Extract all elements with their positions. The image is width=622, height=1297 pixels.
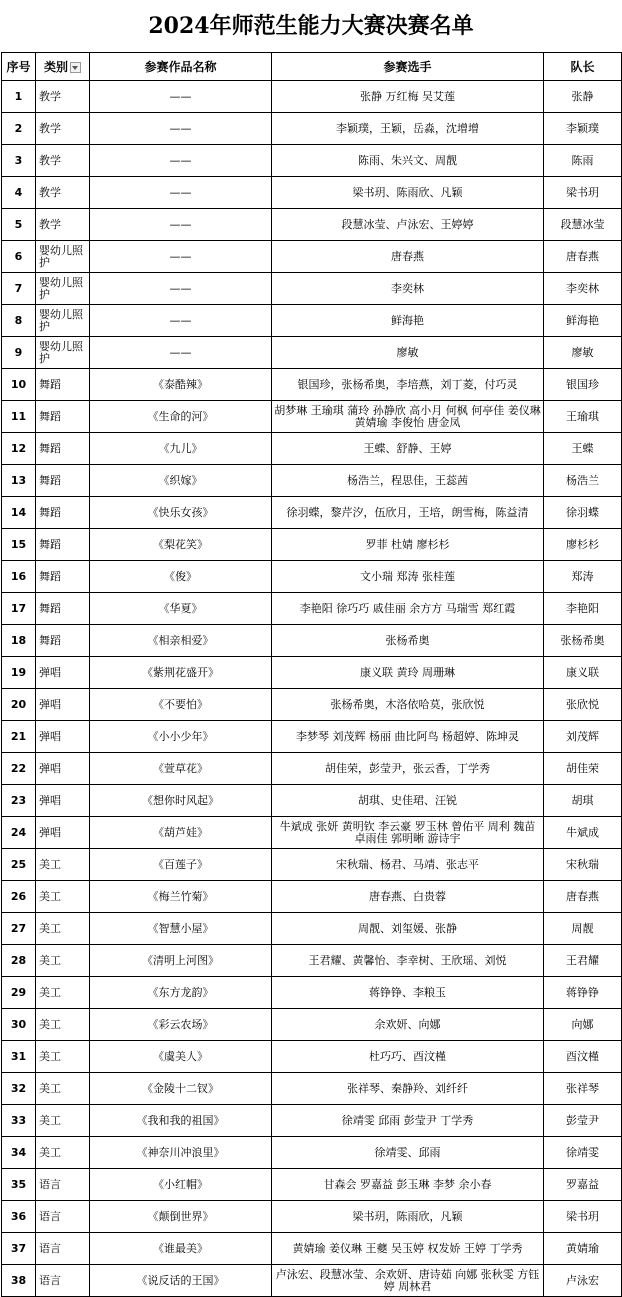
cell-captain: 康义联 [544, 657, 622, 689]
table-row [2, 753, 622, 785]
cell-work: 《相亲相爱》 [90, 625, 272, 657]
header-work: 参赛作品名称 [90, 53, 272, 81]
cell-no: 26 [2, 881, 36, 913]
cell-work: 《梅兰竹菊》 [90, 881, 272, 913]
cell-captain: 杨浩兰 [544, 465, 622, 497]
cell-no: 11 [2, 401, 36, 433]
cell-captain: 黄婧瑜 [544, 1233, 622, 1265]
table-row [2, 1265, 622, 1297]
cell-no: 33 [2, 1105, 36, 1137]
table-row [2, 1233, 622, 1265]
cell-no: 31 [2, 1041, 36, 1073]
table-row [2, 209, 622, 241]
cell-category: 婴幼儿照护 [36, 273, 90, 305]
cell-work: 《金陵十二钗》 [90, 1073, 272, 1105]
table-row [2, 625, 622, 657]
cell-captain: 刘茂辉 [544, 721, 622, 753]
cell-no: 23 [2, 785, 36, 817]
cell-category: 舞蹈 [36, 561, 90, 593]
table-row [2, 401, 622, 433]
header-row [2, 53, 622, 81]
cell-captain: 张杨希奥 [544, 625, 622, 657]
cell-captain: 徐羽蝶 [544, 497, 622, 529]
cell-category: 美工 [36, 945, 90, 977]
cell-no: 6 [2, 241, 36, 273]
cell-captain: 王瑜琪 [544, 401, 622, 433]
cell-work: —— [90, 81, 272, 113]
table-row [2, 657, 622, 689]
cell-no: 7 [2, 273, 36, 305]
cell-work: 《葫芦娃》 [90, 817, 272, 849]
table-row [2, 81, 622, 113]
cell-players: 徐羽蝶，黎芹汐，伍欣月，王培，朗雪梅，陈益清 [272, 497, 544, 529]
table-row [2, 881, 622, 913]
cell-captain: 彭莹尹 [544, 1105, 622, 1137]
cell-captain: 张欣悦 [544, 689, 622, 721]
cell-work: 《不要怕》 [90, 689, 272, 721]
cell-category: 舞蹈 [36, 433, 90, 465]
header-no: 序号 [2, 53, 36, 81]
cell-players: 徐靖雯、邱雨 [272, 1137, 544, 1169]
cell-players: 康义联 黄玲 周珊琳 [272, 657, 544, 689]
cell-category: 美工 [36, 1009, 90, 1041]
cell-no: 28 [2, 945, 36, 977]
cell-captain: 向娜 [544, 1009, 622, 1041]
cell-players: 蒋铮铮、李粮玉 [272, 977, 544, 1009]
table-row [2, 721, 622, 753]
cell-work: —— [90, 305, 272, 337]
cell-players: 杜巧巧、酉汶槿 [272, 1041, 544, 1073]
table-row [2, 1073, 622, 1105]
dropdown-filter-icon[interactable] [70, 62, 81, 73]
cell-work: 《谁最美》 [90, 1233, 272, 1265]
table-row [2, 1137, 622, 1169]
header-category-label: 类别 [43, 59, 68, 74]
table-row [2, 241, 622, 273]
cell-captain: 梁书玥 [544, 177, 622, 209]
cell-work: 《颠倒世界》 [90, 1201, 272, 1233]
cell-category: 弹唱 [36, 753, 90, 785]
cell-players: 周靓、刘玺媛、张静 [272, 913, 544, 945]
table-row [2, 1041, 622, 1073]
cell-no: 37 [2, 1233, 36, 1265]
cell-players: 银国珍，张杨希奥，李培燕，刘丁菱，付巧灵 [272, 369, 544, 401]
table-row [2, 977, 622, 1009]
table-row [2, 817, 622, 849]
cell-category: 弹唱 [36, 689, 90, 721]
cell-captain: 胡琪 [544, 785, 622, 817]
cell-work: 《我和我的祖国》 [90, 1105, 272, 1137]
cell-work: 《智慧小屋》 [90, 913, 272, 945]
cell-players: 张杨希奥 [272, 625, 544, 657]
cell-no: 16 [2, 561, 36, 593]
cell-captain: 银国珍 [544, 369, 622, 401]
table-row [2, 1009, 622, 1041]
cell-captain: 段慧冰莹 [544, 209, 622, 241]
cell-captain: 唐春燕 [544, 881, 622, 913]
cell-players: 胡梦琳 王瑜琪 蒲玲 孙静欣 高小月 何枫 何亭佳 姜仪琳 黄婧瑜 李俊怡 唐金凤 [272, 401, 544, 433]
cell-work: 《彩云农场》 [90, 1009, 272, 1041]
cell-no: 30 [2, 1009, 36, 1041]
cell-no: 8 [2, 305, 36, 337]
cell-players: 梁书玥、陈雨欣、凡颖 [272, 177, 544, 209]
cell-no: 36 [2, 1201, 36, 1233]
cell-no: 13 [2, 465, 36, 497]
cell-category: 教学 [36, 145, 90, 177]
cell-work: 《织嫁》 [90, 465, 272, 497]
cell-captain: 卢泳宏 [544, 1265, 622, 1297]
cell-work: —— [90, 209, 272, 241]
cell-players: 廖敏 [272, 337, 544, 369]
cell-work: —— [90, 145, 272, 177]
cell-players: 陈雨、朱兴文、周靓 [272, 145, 544, 177]
cell-category: 舞蹈 [36, 401, 90, 433]
cell-no: 38 [2, 1265, 36, 1297]
cell-work: 《泰酷辣》 [90, 369, 272, 401]
cell-work: —— [90, 113, 272, 145]
cell-work: —— [90, 337, 272, 369]
cell-no: 5 [2, 209, 36, 241]
cell-players: 杨浩兰，程思佳，王蕊茜 [272, 465, 544, 497]
table-row [2, 561, 622, 593]
cell-players: 徐靖雯 邱雨 彭莹尹 丁学秀 [272, 1105, 544, 1137]
cell-captain: 罗嘉益 [544, 1169, 622, 1201]
cell-work: 《神奈川冲浪里》 [90, 1137, 272, 1169]
table-body [2, 81, 622, 1297]
cell-players: 余欢妍、向娜 [272, 1009, 544, 1041]
table-row [2, 145, 622, 177]
table-row [2, 177, 622, 209]
cell-captain: 牛斌成 [544, 817, 622, 849]
cell-category: 教学 [36, 113, 90, 145]
cell-no: 29 [2, 977, 36, 1009]
cell-captain: 王君耀 [544, 945, 622, 977]
cell-no: 32 [2, 1073, 36, 1105]
cell-work: 《虞美人》 [90, 1041, 272, 1073]
table-row [2, 849, 622, 881]
cell-players: 段慧冰莹、卢泳宏、王婷婷 [272, 209, 544, 241]
cell-players: 罗菲 杜婧 廖杉杉 [272, 529, 544, 561]
cell-captain: 王蝶 [544, 433, 622, 465]
cell-players: 张祥琴、秦静羚、刘纤纤 [272, 1073, 544, 1105]
cell-category: 弹唱 [36, 817, 90, 849]
cell-category: 教学 [36, 81, 90, 113]
cell-category: 教学 [36, 209, 90, 241]
table-row [2, 689, 622, 721]
cell-no: 21 [2, 721, 36, 753]
cell-players: 张静 万红梅 吴艾莲 [272, 81, 544, 113]
table-row [2, 497, 622, 529]
cell-category: 语言 [36, 1169, 90, 1201]
cell-work: 《生命的河》 [90, 401, 272, 433]
cell-category: 美工 [36, 849, 90, 881]
cell-players: 甘森会 罗嘉益 彭玉琳 李梦 余小春 [272, 1169, 544, 1201]
cell-captain: 周靓 [544, 913, 622, 945]
cell-category: 婴幼儿照护 [36, 305, 90, 337]
cell-category: 舞蹈 [36, 625, 90, 657]
cell-captain: 张静 [544, 81, 622, 113]
cell-work: 《华夏》 [90, 593, 272, 625]
cell-work: 《清明上河图》 [90, 945, 272, 977]
cell-category: 美工 [36, 1137, 90, 1169]
cell-captain: 廖杉杉 [544, 529, 622, 561]
cell-captain: 唐春燕 [544, 241, 622, 273]
cell-category: 弹唱 [36, 721, 90, 753]
table-row [2, 593, 622, 625]
cell-no: 24 [2, 817, 36, 849]
cell-players: 黄婧瑜 姜仪琳 王夔 吴玉婷 权发娇 王婷 丁学秀 [272, 1233, 544, 1265]
cell-category: 语言 [36, 1201, 90, 1233]
table-row [2, 433, 622, 465]
cell-players: 李颖璞，王颖，岳淼，沈增增 [272, 113, 544, 145]
table-row [2, 945, 622, 977]
page-title: 2024年师范生能力大赛决赛名单 [148, 13, 474, 39]
table-row [2, 785, 622, 817]
cell-category: 美工 [36, 977, 90, 1009]
cell-category: 美工 [36, 881, 90, 913]
cell-category: 舞蹈 [36, 593, 90, 625]
cell-no: 17 [2, 593, 36, 625]
cell-no: 2 [2, 113, 36, 145]
cell-captain: 陈雨 [544, 145, 622, 177]
cell-work: 《东方龙韵》 [90, 977, 272, 1009]
cell-category: 婴幼儿照护 [36, 337, 90, 369]
cell-no: 9 [2, 337, 36, 369]
cell-work: 《紫荆花盛开》 [90, 657, 272, 689]
cell-captain: 李颖璞 [544, 113, 622, 145]
cell-captain: 张祥琴 [544, 1073, 622, 1105]
table-row [2, 337, 622, 369]
cell-players: 李奕林 [272, 273, 544, 305]
cell-no: 18 [2, 625, 36, 657]
finalist-table [1, 52, 622, 1297]
cell-players: 卢泳宏、段慧冰莹、余欢妍、唐诗茹 向娜 张秋雯 方钰婷 周林君 [272, 1265, 544, 1297]
cell-players: 唐春燕、白贵蓉 [272, 881, 544, 913]
cell-work: 《梨花笑》 [90, 529, 272, 561]
cell-players: 鲜海艳 [272, 305, 544, 337]
cell-players: 唐春燕 [272, 241, 544, 273]
cell-captain: 廖敏 [544, 337, 622, 369]
table-row [2, 1169, 622, 1201]
cell-players: 文小瑞 郑涛 张桂莲 [272, 561, 544, 593]
cell-players: 牛斌成 张妍 黄明钦 李云豪 罗玉林 曾佑平 周利 魏苗 卓雨佳 郭明晰 游诗宇 [272, 817, 544, 849]
cell-captain: 胡佳荣 [544, 753, 622, 785]
cell-work: 《百莲子》 [90, 849, 272, 881]
cell-category: 婴幼儿照护 [36, 241, 90, 273]
cell-no: 20 [2, 689, 36, 721]
cell-no: 15 [2, 529, 36, 561]
cell-work: 《说反话的王国》 [90, 1265, 272, 1297]
cell-no: 19 [2, 657, 36, 689]
cell-category: 美工 [36, 913, 90, 945]
table-row [2, 913, 622, 945]
cell-no: 4 [2, 177, 36, 209]
cell-no: 22 [2, 753, 36, 785]
cell-category: 美工 [36, 1073, 90, 1105]
table-row [2, 369, 622, 401]
cell-captain: 宋秋瑞 [544, 849, 622, 881]
cell-players: 王君耀、黄馨怡、李幸树、王欣瑶、刘悦 [272, 945, 544, 977]
cell-work: 《萱草花》 [90, 753, 272, 785]
cell-work: 《九儿》 [90, 433, 272, 465]
cell-captain: 郑涛 [544, 561, 622, 593]
cell-category: 弹唱 [36, 785, 90, 817]
header-category[interactable] [36, 53, 90, 81]
cell-category: 舞蹈 [36, 369, 90, 401]
cell-no: 35 [2, 1169, 36, 1201]
header-players: 参赛选手 [272, 53, 544, 81]
table-row [2, 305, 622, 337]
cell-no: 3 [2, 145, 36, 177]
cell-category: 教学 [36, 177, 90, 209]
cell-work: 《小红帽》 [90, 1169, 272, 1201]
table-row [2, 113, 622, 145]
cell-category: 语言 [36, 1265, 90, 1297]
cell-players: 胡佳荣，彭莹尹，张云香，丁学秀 [272, 753, 544, 785]
cell-category: 弹唱 [36, 657, 90, 689]
cell-no: 34 [2, 1137, 36, 1169]
cell-players: 李艳阳 徐巧巧 戚佳丽 余方方 马瑞雪 郑红霞 [272, 593, 544, 625]
cell-category: 舞蹈 [36, 465, 90, 497]
cell-no: 27 [2, 913, 36, 945]
table-row [2, 465, 622, 497]
table-row [2, 1201, 622, 1233]
cell-category: 美工 [36, 1105, 90, 1137]
table-row [2, 529, 622, 561]
table-row [2, 1105, 622, 1137]
cell-no: 25 [2, 849, 36, 881]
cell-work: 《俊》 [90, 561, 272, 593]
cell-captain: 李奕林 [544, 273, 622, 305]
cell-no: 10 [2, 369, 36, 401]
cell-work: 《快乐女孩》 [90, 497, 272, 529]
cell-work: —— [90, 273, 272, 305]
cell-captain: 蒋铮铮 [544, 977, 622, 1009]
cell-category: 舞蹈 [36, 529, 90, 561]
cell-work: 《想你时风起》 [90, 785, 272, 817]
cell-category: 舞蹈 [36, 497, 90, 529]
cell-work: —— [90, 177, 272, 209]
cell-work: 《小小少年》 [90, 721, 272, 753]
cell-players: 李梦琴 刘茂辉 杨丽 曲比阿鸟 杨超婷、陈坤灵 [272, 721, 544, 753]
cell-captain: 徐靖雯 [544, 1137, 622, 1169]
cell-category: 美工 [36, 1041, 90, 1073]
cell-no: 12 [2, 433, 36, 465]
cell-work: —— [90, 241, 272, 273]
cell-captain: 酉汶槿 [544, 1041, 622, 1073]
header-captain: 队长 [544, 53, 622, 81]
cell-captain: 李艳阳 [544, 593, 622, 625]
cell-players: 张杨希奥，木洛依哈莫，张欣悦 [272, 689, 544, 721]
cell-captain: 鲜海艳 [544, 305, 622, 337]
cell-category: 语言 [36, 1233, 90, 1265]
table-row [2, 273, 622, 305]
cell-players: 宋秋瑞、杨君、马靖、张志平 [272, 849, 544, 881]
cell-captain: 梁书玥 [544, 1201, 622, 1233]
cell-players: 梁书玥，陈雨欣，凡颖 [272, 1201, 544, 1233]
cell-players: 胡琪、史佳珺、汪锐 [272, 785, 544, 817]
cell-players: 王蝶、舒静、王婷 [272, 433, 544, 465]
cell-no: 14 [2, 497, 36, 529]
cell-no: 1 [2, 81, 36, 113]
